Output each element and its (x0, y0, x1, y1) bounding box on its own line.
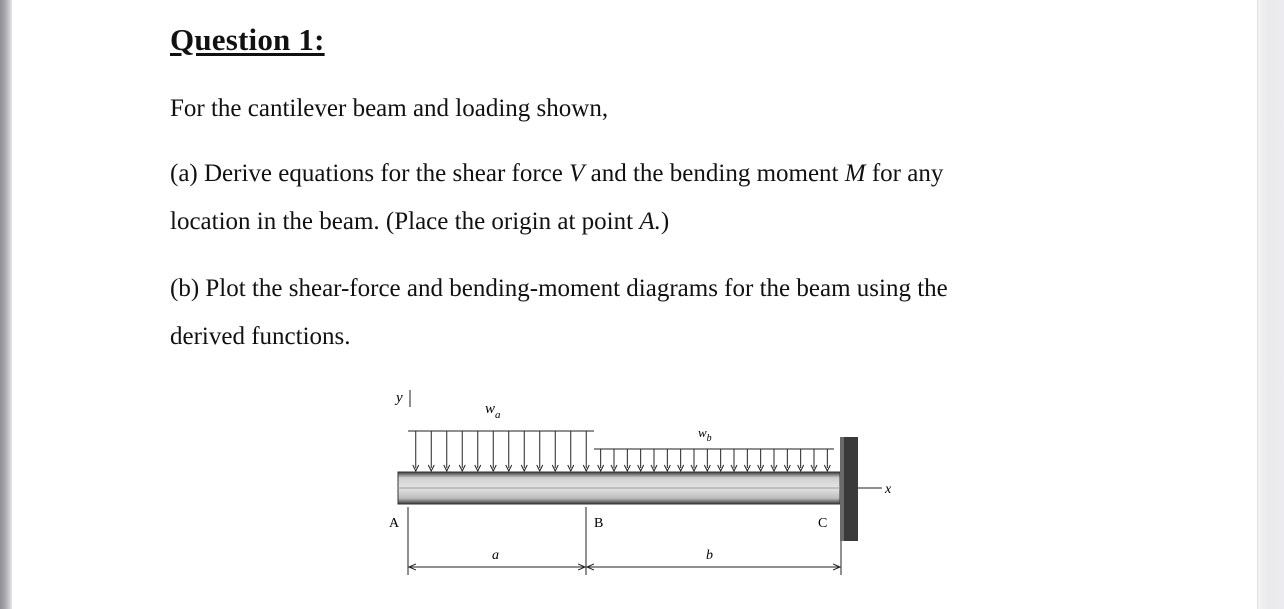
part-a-text: (a) Derive equations for the shear force (170, 160, 570, 187)
cantilever-beam-figure (360, 385, 920, 585)
question-heading: Question 1: (170, 22, 325, 57)
part-a-text: location in the beam. (Place the origin at point (170, 208, 640, 235)
point-a-label: A (389, 516, 400, 531)
moment-symbol: M (844, 160, 866, 187)
part-a-line-1 (170, 160, 943, 188)
intro-text (170, 95, 608, 123)
part-b-text: derived functions. (170, 323, 351, 350)
x-axis-label: x (885, 482, 892, 497)
load-b-subscript: b (706, 433, 712, 444)
part-b-text: (b) Plot the shear-force and bending-moment diagrams for the beam using the (170, 275, 948, 302)
load-b-symbol: w (698, 425, 707, 440)
left-window-edge (0, 0, 12, 609)
load-a-label (485, 401, 501, 421)
point-b-label: B (594, 516, 604, 531)
load-b-label (698, 425, 712, 444)
distributed-load-b (594, 449, 834, 471)
part-a-line-2 (170, 208, 669, 236)
point-c-label: C (818, 516, 828, 531)
shear-symbol: V (569, 160, 585, 187)
part-a-text: ) (660, 208, 670, 235)
dimension-a-label: a (492, 548, 499, 563)
load-a-subscript: a (495, 409, 501, 421)
part-a-text: for any (865, 160, 944, 187)
y-axis-label: y (396, 390, 403, 406)
intro-sentence: For the cantilever beam and loading shown, (170, 95, 609, 122)
right-scroll-edge (1257, 0, 1284, 609)
part-b-line-2 (170, 323, 351, 351)
part-b-line-1 (170, 275, 948, 303)
part-a-text: and the bending moment (584, 160, 845, 187)
wall-face (840, 437, 844, 541)
load-a-symbol: w (485, 401, 496, 417)
distributed-load-a (408, 431, 594, 471)
dimension-b-label: b (706, 548, 713, 563)
origin-point: A. (639, 208, 661, 235)
